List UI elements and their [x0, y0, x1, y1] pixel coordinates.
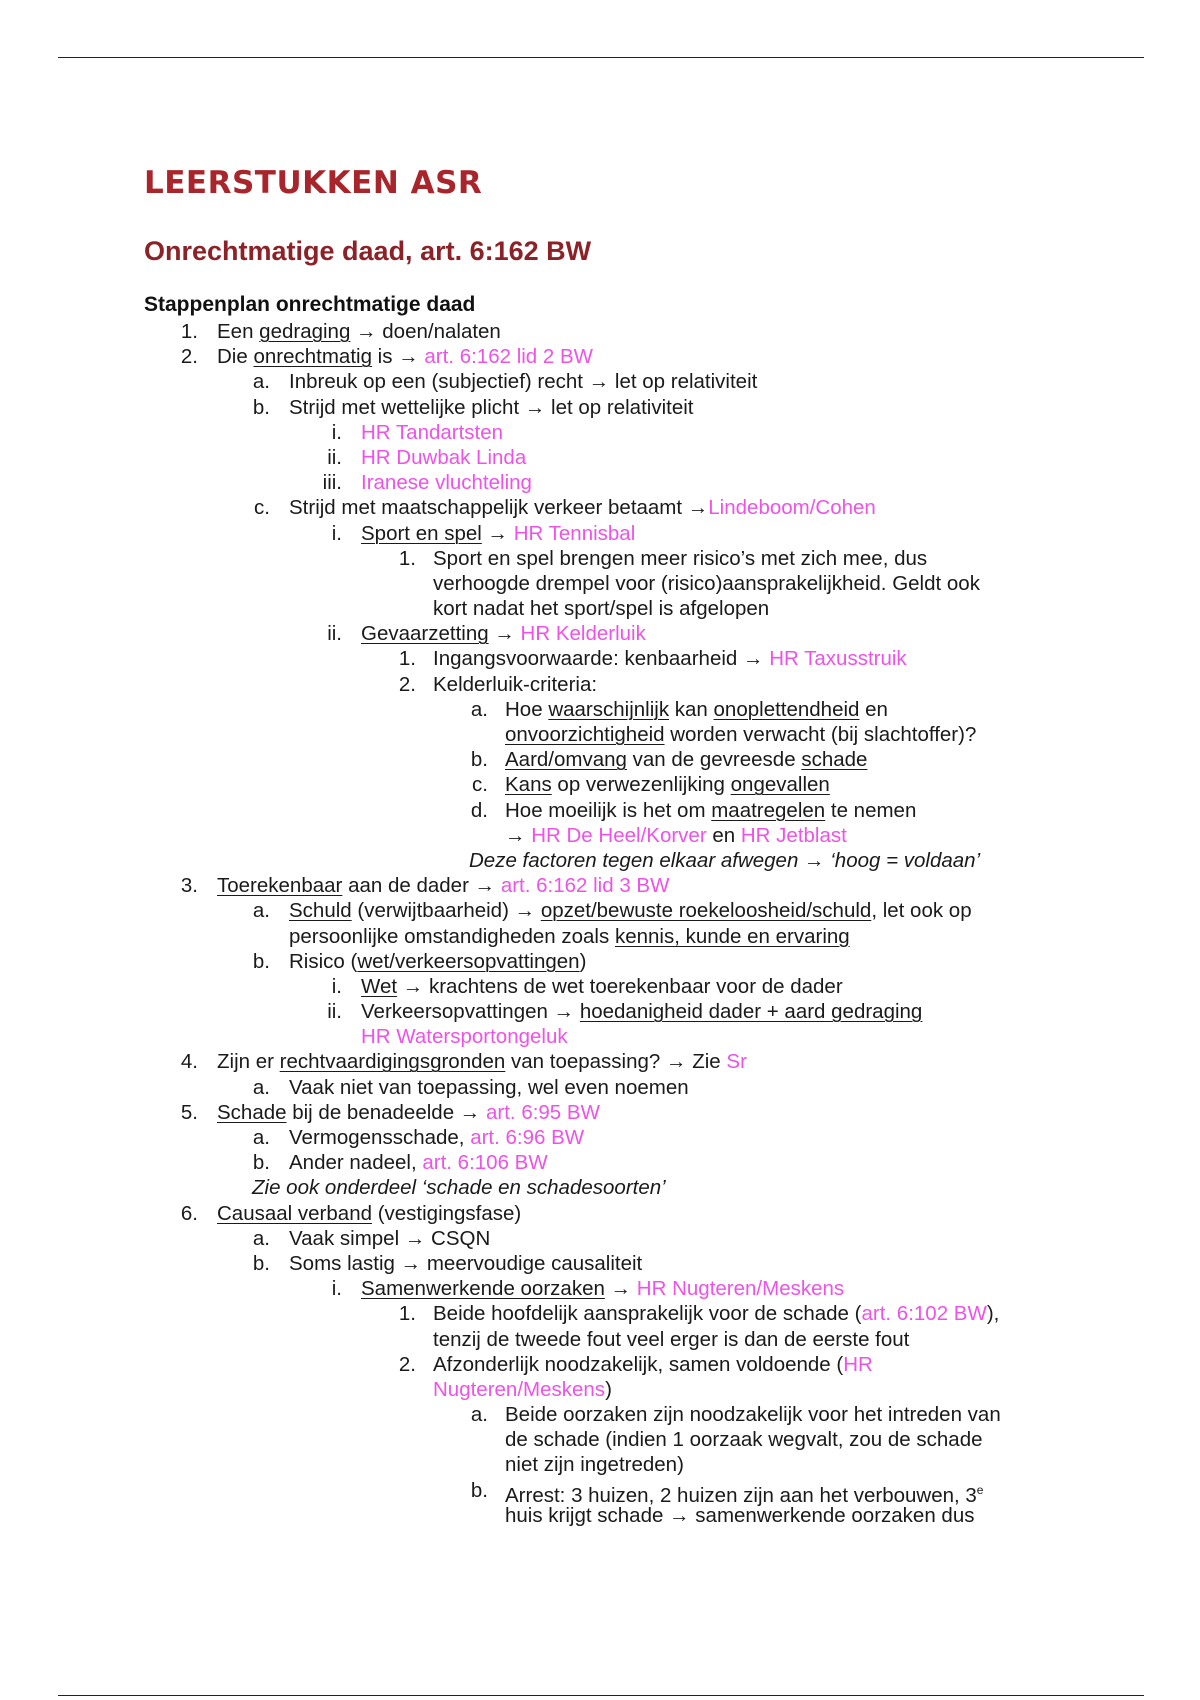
section-title: Onrechtmatige daad, art. 6:162 BW	[144, 236, 592, 266]
document-title: LEERSTUKKEN ASR	[144, 165, 483, 201]
list-item: 4. Zijn er rechtvaardigingsgronden van toepassing? → Zie Sr	[0, 1049, 1200, 1074]
legal-reference: art. 6:162 lid 3 BW	[500, 874, 670, 898]
outline	[0, 319, 1200, 1528]
list-item: a. Schuld (verwijtbaarheid) → opzet/bewuste roekeloosheid/schuld, let ook op	[0, 898, 1200, 923]
list-marker: a.	[470, 1403, 488, 1427]
list-item-continuation: huis krijgt schade → samenwerkende oorzaken dus	[505, 1503, 975, 1527]
list-marker: a.	[252, 1075, 270, 1099]
list-item: 2. Afzonderlijk noodzakelijk, samen voldoende (HR	[0, 1352, 1200, 1377]
list-item-continuation: Nugteren/Meskens)	[433, 1377, 612, 1401]
arrow-icon: →	[524, 395, 546, 419]
list-marker: ii.	[327, 622, 342, 646]
list-item: 1. Beide hoofdelijk aansprakelijk voor de schade (art. 6:102 BW),	[0, 1301, 1200, 1326]
arrow-icon: →	[459, 1100, 481, 1124]
legal-reference: HR	[843, 1352, 873, 1376]
note: Deze factoren tegen elkaar afwegen → ‘hoog = voldaan’	[469, 848, 981, 872]
legal-reference: HR Duwbak Linda	[361, 445, 527, 469]
legal-reference: Sr	[726, 1050, 747, 1074]
list-item-continuation: de schade (indien 1 oorzaak wegvalt, zou de schade	[505, 1428, 983, 1452]
legal-reference: art. 6:162 lid 2 BW	[424, 345, 594, 369]
list-marker: c.	[472, 773, 488, 797]
list-marker: b.	[252, 1251, 270, 1275]
arrow-icon: →	[400, 1251, 422, 1275]
list-item: a. Vaak niet van toepassing, wel even noemen	[0, 1075, 1200, 1100]
arrow-icon: →	[398, 345, 419, 369]
list-marker: 5.	[180, 1100, 198, 1124]
legal-reference: HR Taxusstruik	[769, 647, 907, 671]
legal-reference: Nugteren/Meskens	[433, 1377, 606, 1401]
list-marker: a.	[252, 899, 270, 923]
legal-reference: art. 6:95 BW	[486, 1100, 600, 1124]
legal-reference: Iranese vluchteling	[361, 471, 532, 495]
bottom-rule	[58, 1695, 1144, 1696]
arrow-icon: →	[610, 1277, 632, 1301]
list-item: c. Strijd met maatschappelijk verkeer betaamt →Lindeboom/Cohen	[0, 495, 1200, 520]
list-item	[0, 445, 1200, 470]
list-item-continuation: persoonlijke omstandigheden zoals kennis, kunde en ervaring	[289, 924, 850, 948]
list-marker: b.	[252, 1151, 270, 1175]
list-item: ii. Verkeersopvattingen → hoedanigheid dader + aard gedraging	[0, 999, 1200, 1024]
list-item: a. Vermogensschade, art. 6:96 BW	[0, 1125, 1200, 1150]
list-item: 2. Kelderluik-criteria:	[0, 672, 1200, 697]
list-marker: b.	[252, 949, 270, 973]
arrow-icon: →	[494, 622, 515, 646]
list-item: b. Arrest: 3 huizen, 2 huizen zijn aan het verbouwen, 3e	[0, 1478, 1200, 1503]
list-item-continuation: kort nadat het sport/spel is afgelopen	[433, 597, 770, 621]
list-marker: iii.	[322, 471, 342, 495]
list-marker: i.	[331, 974, 342, 998]
top-rule	[58, 57, 1144, 58]
legal-reference: art. 6:102 BW	[861, 1302, 987, 1326]
legal-reference: HR De Heel/Korver	[531, 823, 707, 847]
note: Zie ook onderdeel ‘schade en schadesoorten’	[252, 1176, 666, 1200]
list-marker: 3.	[180, 874, 198, 898]
list-item: 3. Toerekenbaar aan de dader → art. 6:162 lid 3 BW	[0, 873, 1200, 898]
list-item: b. Strijd met wettelijke plicht → let op relativiteit	[0, 395, 1200, 420]
list-item-continuation: verhoogde drempel voor (risico)aansprakelijkheid. Geldt ook	[433, 571, 980, 595]
list-item-continuation: tenzij de tweede fout veel erger is dan de eerste fout	[433, 1327, 910, 1351]
list-marker: b.	[252, 395, 270, 419]
list-marker: a.	[252, 1126, 270, 1149]
list-marker: a.	[470, 697, 488, 721]
arrow-icon: →	[356, 320, 377, 343]
list-item: b. Risico (wet/verkeersopvattingen)	[0, 949, 1200, 974]
list-marker: 2.	[398, 1352, 416, 1376]
list-item: i. Wet → krachtens de wet toerekenbaar voor de dader	[0, 974, 1200, 999]
list-marker: i.	[331, 420, 342, 444]
list-marker: 1.	[398, 546, 416, 570]
sub-heading: Stappenplan onrechtmatige daad	[144, 293, 476, 316]
arrow-icon: →	[687, 496, 709, 520]
list-marker: 2.	[398, 672, 416, 696]
list-item-continuation	[0, 1024, 1200, 1049]
list-marker: a.	[252, 370, 270, 394]
list-marker: ii.	[327, 445, 342, 469]
arrow-icon: →	[743, 647, 764, 671]
arrow-icon: →	[553, 1000, 575, 1024]
list-item: 1. Ingangsvoorwaarde: kenbaarheid → HR Taxusstruik	[0, 646, 1200, 671]
legal-reference: HR Kelderluik	[520, 622, 646, 646]
arrow-icon: →	[514, 899, 536, 923]
list-item-continuation: → HR De Heel/Korver en HR Jetblast	[505, 823, 847, 847]
list-item: d. Hoe moeilijk is het om maatregelen te nemen	[0, 798, 1200, 823]
list-item: ii. Gevaarzetting → HR Kelderluik	[0, 621, 1200, 646]
list-item	[0, 470, 1200, 495]
list-item: 2. Die onrechtmatig is → art. 6:162 lid 2 BW	[0, 344, 1200, 369]
list-item: 1. Sport en spel brengen meer risico’s met zich mee, dus	[0, 546, 1200, 571]
list-marker: ii.	[327, 1000, 342, 1024]
list-marker: i.	[331, 1277, 342, 1301]
arrow-icon: →	[487, 521, 509, 545]
legal-reference: art. 6:96 BW	[470, 1126, 585, 1149]
arrow-icon: →	[505, 823, 526, 847]
list-marker: 4.	[180, 1050, 198, 1074]
list-item-continuation: niet zijn ingetreden)	[505, 1453, 684, 1477]
arrow-icon: →	[666, 1050, 687, 1074]
legal-reference: HR Tennisbal	[513, 521, 636, 545]
list-marker: c.	[254, 496, 270, 520]
list-item: i. Samenwerkende oorzaken → HR Nugteren/Meskens	[0, 1276, 1200, 1301]
list-marker: d.	[470, 798, 488, 822]
list-item-continuation: onvoorzichtigheid worden verwacht (bij slachtoffer)?	[505, 723, 977, 746]
arrow-icon: →	[804, 848, 825, 872]
legal-reference: Lindeboom/Cohen	[708, 496, 876, 520]
list-item: a. Beide oorzaken zijn noodzakelijk voor het intreden van	[0, 1402, 1200, 1427]
legal-reference: art. 6:106 BW	[422, 1151, 548, 1175]
arrow-icon: →	[669, 1503, 690, 1527]
list-marker: 6.	[180, 1201, 198, 1225]
list-marker: b.	[470, 1478, 488, 1502]
list-item: b. Ander nadeel, art. 6:106 BW	[0, 1150, 1200, 1175]
list-item: c. Kans op verwezenlijking ongevallen	[0, 772, 1200, 797]
list-item: a. Inbreuk op een (subjectief) recht → let op relativiteit	[0, 369, 1200, 394]
legal-reference: HR Nugteren/Meskens	[636, 1277, 845, 1301]
list-marker: 1.	[398, 647, 416, 671]
list-marker: 2.	[180, 345, 198, 369]
list-marker: i.	[331, 521, 342, 545]
list-item: a. Vaak simpel → CSQN	[0, 1226, 1200, 1251]
list-item	[0, 420, 1200, 445]
list-item: 5. Schade bij de benadeelde → art. 6:95 BW	[0, 1100, 1200, 1125]
list-marker: 1.	[398, 1302, 416, 1326]
legal-reference: HR Jetblast	[740, 823, 847, 847]
list-item: b. Soms lastig → meervoudige causaliteit	[0, 1251, 1200, 1276]
list-item: 6. Causaal verband (vestigingsfase)	[0, 1201, 1200, 1226]
legal-reference: HR Watersportongeluk	[361, 1025, 568, 1049]
list-item: b. Aard/omvang van de gevreesde schade	[0, 747, 1200, 772]
list-marker: 1.	[180, 320, 198, 343]
arrow-icon: →	[588, 370, 610, 394]
arrow-icon: →	[474, 874, 496, 898]
list-marker: b.	[470, 748, 488, 772]
list-item: i. Sport en spel → HR Tennisbal	[0, 521, 1200, 546]
list-item: 1. Een gedraging → doen/nalaten	[0, 319, 1200, 344]
list-marker: a.	[252, 1226, 270, 1250]
arrow-icon: →	[404, 1226, 426, 1250]
list-item: a. Hoe waarschijnlijk kan onoplettendheid en	[0, 697, 1200, 722]
legal-reference: HR Tandartsten	[361, 420, 504, 444]
arrow-icon: →	[402, 974, 424, 998]
